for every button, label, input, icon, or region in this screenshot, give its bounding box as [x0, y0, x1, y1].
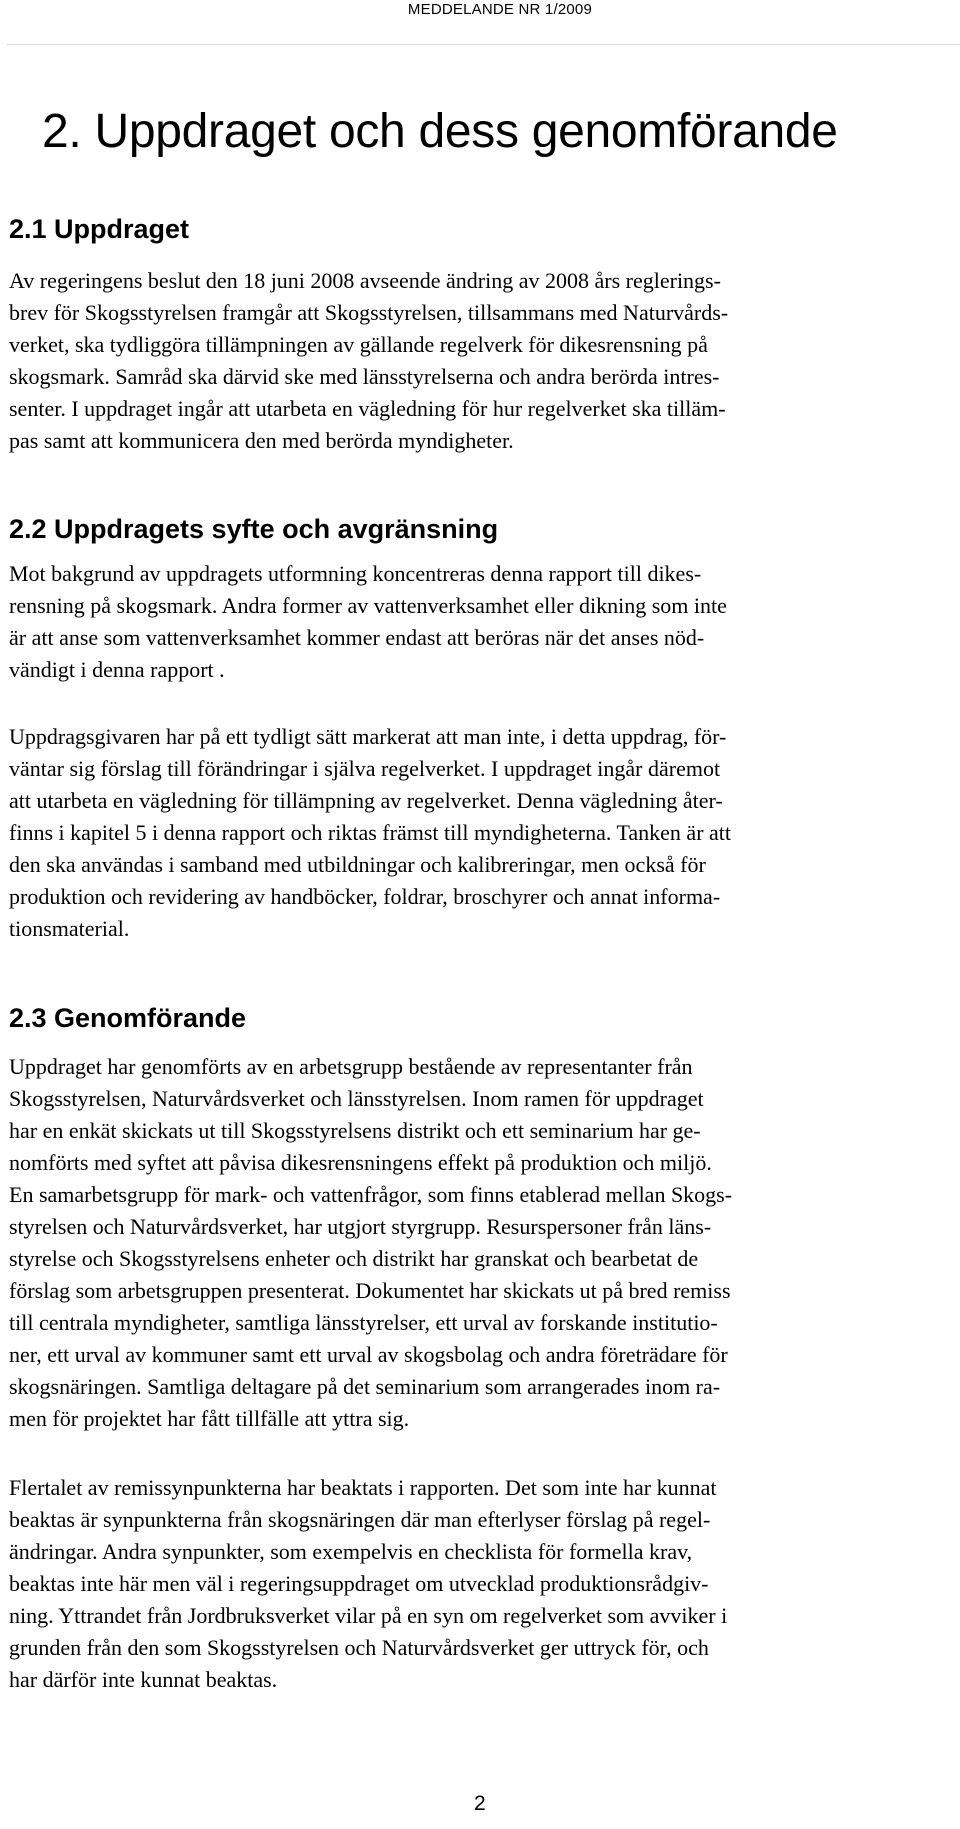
paragraph-line: grunden från den som Skogsstyrelsen och Naturvårdsverket ger uttryck för, och	[9, 1635, 709, 1660]
paragraph	[9, 558, 949, 686]
paragraph-line: vändigt i denna rapport .	[9, 657, 225, 682]
paragraph-line: verket, ska tydliggöra tillämpningen av gällande regelverk för dikesrensning på	[9, 332, 708, 357]
paragraph-line: men för projektet har fått tillfälle att yttra sig.	[9, 1406, 410, 1431]
paragraph-line: nomförts med syftet att påvisa dikesrensningens effekt på produktion och miljö.	[9, 1150, 712, 1175]
paragraph	[9, 721, 949, 945]
paragraph-line: tionsmaterial.	[9, 916, 130, 941]
paragraph-line: Skogsstyrelsen, Naturvårdsverket och länsstyrelsen. Inom ramen för uppdraget	[9, 1086, 704, 1111]
paragraph-line: rensning på skogsmark. Andra former av vattenverksamhet eller dikning som inte	[9, 593, 727, 618]
paragraph-line: Uppdragsgivaren har på ett tydligt sätt markerat att man inte, i detta uppdrag, för-	[9, 724, 727, 749]
section-heading-2-3: 2.3 Genomförande	[9, 1003, 247, 1033]
paragraph-line: Av regeringens beslut den 18 juni 2008 avseende ändring av 2008 års reglerings-	[9, 268, 721, 293]
paragraph-line: ändringar. Andra synpunkter, som exempelvis en checklista för formella krav,	[9, 1539, 693, 1564]
paragraph-line: Uppdraget har genomförts av en arbetsgrupp bestående av representanter från	[9, 1054, 693, 1079]
paragraph-line: produktion och revidering av handböcker, foldrar, broschyrer och annat informa-	[9, 884, 721, 909]
paragraph-line: senter. I uppdraget ingår att utarbeta en vägledning för hur regelverket ska tilläm-	[9, 396, 726, 421]
paragraph-line: finns i kapitel 5 i denna rapport och riktas främst till myndigheterna. Tanken är att	[9, 820, 732, 845]
paragraph-line: ning. Yttrandet från Jordbruksverket vilar på en syn om regelverket som avviker i	[9, 1603, 728, 1628]
paragraph-line: att utarbeta en vägledning för tillämpning av regelverket. Denna vägledning åter-	[9, 788, 723, 813]
paragraph-line: Mot bakgrund av uppdragets utformning koncentreras denna rapport till dikes-	[9, 561, 702, 586]
paragraph-line: har därför inte kunnat beaktas.	[9, 1667, 278, 1692]
header-rule	[6, 44, 960, 45]
paragraph	[9, 265, 949, 457]
paragraph-line: beaktas inte här men väl i regeringsuppdraget om utvecklad produktionsrådgiv-	[9, 1571, 709, 1596]
paragraph-line: styrelse och Skogsstyrelsens enheter och distrikt har granskat och bearbetat de	[9, 1246, 699, 1271]
paragraph-line: till centrala myndigheter, samtliga länsstyrelser, ett urval av forskande institutio-	[9, 1310, 718, 1335]
paragraph-line: skogsnäringen. Samtliga deltagare på det seminarium som arrangerades inom ra-	[9, 1374, 721, 1399]
paragraph-line: brev för Skogsstyrelsen framgår att Skogsstyrelsen, tillsammans med Naturvårds-	[9, 300, 729, 325]
paragraph-line: har en enkät skickats ut till Skogsstyrelsens distrikt och ett seminarium har ge-	[9, 1118, 701, 1143]
paragraph-line: är att anse som vattenverksamhet kommer endast att beröras när det anses nöd-	[9, 625, 705, 650]
paragraph-line: Flertalet av remissynpunkterna har beaktats i rapporten. Det som inte har kunnat	[9, 1475, 717, 1500]
paragraph-line: En samarbetsgrupp för mark- och vattenfrågor, som finns etablerad mellan Skogs-	[9, 1182, 733, 1207]
paragraph-line: pas samt att kommunicera den med berörda myndigheter.	[9, 428, 514, 453]
paragraph-line: väntar sig förslag till förändringar i själva regelverket. I uppdraget ingår däremot	[9, 756, 721, 781]
running-header-text: MEDDELANDE NR 1/2009	[407, 1, 592, 18]
section-heading-2-1: 2.1 Uppdraget	[9, 214, 190, 244]
chapter-title: 2. Uppdraget och dess genomförande	[42, 105, 838, 158]
paragraph-line: skogsmark. Samråd ska därvid ske med länsstyrelserna och andra berörda intres-	[9, 364, 720, 389]
paragraph-line: den ska användas i samband med utbildningar och kalibreringar, men också för	[9, 852, 706, 877]
paragraph-line: ner, ett urval av kommuner samt ett urval av skogsbolag och andra företrädare för	[9, 1342, 728, 1367]
section-heading-2-2: 2.2 Uppdragets syfte och avgränsning	[9, 514, 499, 544]
page-number: 2	[474, 1792, 486, 1815]
paragraph-line: styrelsen och Naturvårdsverket, har utgjort styrgrupp. Resurspersoner från läns-	[9, 1214, 712, 1239]
paragraph	[9, 1051, 949, 1435]
paragraph	[9, 1472, 949, 1696]
paragraph-line: beaktas är synpunkterna från skogsnäringen där man efterlyser förslag på regel-	[9, 1507, 711, 1532]
paragraph-line: förslag som arbetsgruppen presenterat. Dokumentet har skickats ut på bred remiss	[9, 1278, 731, 1303]
running-header	[0, 0, 960, 22]
